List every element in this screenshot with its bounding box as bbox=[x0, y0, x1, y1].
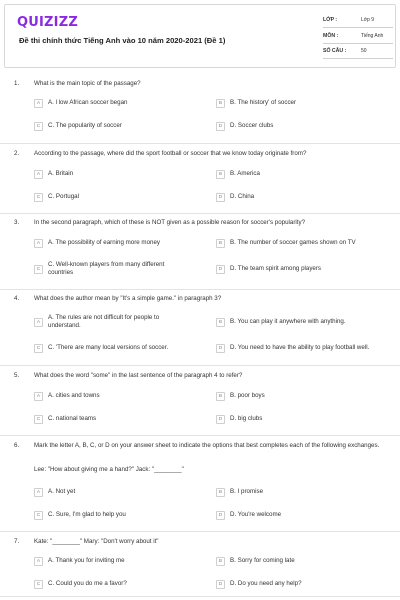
option-letter-box: D bbox=[216, 344, 225, 353]
option-d[interactable] bbox=[216, 580, 302, 589]
option-text: D. big clubs bbox=[230, 415, 263, 423]
question-number: 1. bbox=[14, 80, 20, 87]
option-a[interactable] bbox=[34, 557, 125, 566]
question-divider bbox=[0, 143, 400, 144]
option-d[interactable] bbox=[216, 193, 254, 202]
option-letter-box: D bbox=[216, 265, 225, 274]
subject-value: Tiếng Anh bbox=[361, 33, 384, 39]
question-number: 2. bbox=[14, 150, 20, 157]
option-a[interactable] bbox=[34, 488, 75, 497]
option-text: D. You're welcome bbox=[230, 511, 282, 519]
option-text: A. Not yet bbox=[48, 488, 76, 496]
option-text: B. The number of soccer games shown on TV bbox=[230, 239, 356, 247]
question-text: What does the word "some" in the last sentence of the paragraph 4 to refer? bbox=[34, 372, 243, 379]
option-text: A. The possibility of earning more money bbox=[48, 239, 161, 247]
worksheet-header bbox=[4, 4, 396, 68]
question-text: Kate: "________" Mary: "Don't worry about it" bbox=[34, 538, 159, 545]
worksheet-title: Đề thi chính thức Tiếng Anh vào 10 năm 2020-2021 (Đề 1) bbox=[19, 36, 226, 45]
option-letter-box: B bbox=[216, 170, 225, 179]
option-letter-box: C bbox=[34, 511, 43, 520]
option-b[interactable] bbox=[216, 170, 260, 179]
option-letter-box: B bbox=[216, 99, 225, 108]
option-a[interactable] bbox=[34, 239, 160, 248]
option-d[interactable] bbox=[216, 344, 369, 353]
subject-underline bbox=[323, 43, 393, 44]
option-text: C. The popularity of soccer bbox=[48, 122, 122, 130]
question-number: 3. bbox=[14, 219, 20, 226]
question-text: What is the main topic of the passage? bbox=[34, 80, 141, 87]
option-a[interactable] bbox=[34, 314, 188, 331]
question-number: 4. bbox=[14, 295, 20, 302]
page-bottom-divider bbox=[0, 596, 400, 597]
option-text: B. America bbox=[230, 170, 260, 178]
option-text: D. Soccer clubs bbox=[230, 122, 274, 130]
option-letter-box: C bbox=[34, 344, 43, 353]
question-divider bbox=[0, 365, 400, 366]
option-a[interactable] bbox=[34, 392, 100, 401]
option-text: A. l low African soccer began bbox=[48, 99, 128, 107]
option-letter-box: C bbox=[34, 193, 43, 202]
option-letter-box: B bbox=[216, 318, 225, 327]
option-letter-box: C bbox=[34, 415, 43, 424]
question-divider bbox=[0, 435, 400, 436]
question-count-value: 50 bbox=[361, 48, 367, 54]
option-text: C. 'There are many local versions of soccer. bbox=[48, 344, 169, 352]
option-letter-box: B bbox=[216, 488, 225, 497]
option-letter-box: D bbox=[216, 511, 225, 520]
option-c[interactable] bbox=[34, 344, 168, 353]
option-text: D. China bbox=[230, 193, 255, 201]
grade-label: LỚP : bbox=[323, 17, 338, 23]
option-b[interactable] bbox=[216, 99, 296, 108]
option-text: A. The rules are not difficult for people to understand. bbox=[48, 314, 160, 330]
option-c[interactable] bbox=[34, 122, 122, 131]
option-text: C. Sure, I'm glad to help you bbox=[48, 511, 126, 519]
option-text: D. Do you need any help? bbox=[230, 580, 302, 588]
question-divider bbox=[0, 213, 400, 214]
option-letter-box: C bbox=[34, 265, 43, 274]
question-count-label: SỐ CÂU : bbox=[323, 48, 347, 54]
option-letter-box: A bbox=[34, 392, 43, 401]
option-d[interactable] bbox=[216, 265, 321, 274]
count-underline bbox=[323, 58, 393, 59]
option-letter-box: D bbox=[216, 580, 225, 589]
quizizz-logo: QUIZIZZ bbox=[17, 15, 78, 30]
option-text: C. Could you do me a favor? bbox=[48, 580, 127, 588]
question-text: What does the author mean by "It's a simple game." in paragraph 3? bbox=[34, 295, 222, 302]
option-text: B. You can play it anywhere with anything. bbox=[230, 318, 346, 326]
option-text: B. poor boys bbox=[230, 392, 265, 400]
option-b[interactable] bbox=[216, 318, 346, 327]
option-text: C. national teams bbox=[48, 415, 97, 423]
option-b[interactable] bbox=[216, 392, 265, 401]
grade-value: Lớp 9 bbox=[361, 17, 375, 23]
option-text: A. Britain bbox=[48, 170, 74, 178]
option-letter-box: D bbox=[216, 415, 225, 424]
question-text: Mark the letter A, B, C, or D on your answer sheet to indicate the options that best completes each of the following exchanges. bbox=[34, 442, 380, 449]
question-divider bbox=[0, 531, 400, 532]
option-d[interactable] bbox=[216, 122, 273, 131]
option-letter-box: A bbox=[34, 557, 43, 566]
option-c[interactable] bbox=[34, 193, 79, 202]
dialogue-prompt: Lee: "How about giving me a hand?" Jack: "________" bbox=[34, 466, 184, 473]
option-b[interactable] bbox=[216, 488, 263, 497]
option-d[interactable] bbox=[216, 511, 281, 520]
option-text: A. Thank you for inviting me bbox=[48, 557, 125, 565]
option-text: B. I promise bbox=[230, 488, 264, 496]
option-text: A. cities and towns bbox=[48, 392, 100, 400]
option-a[interactable] bbox=[34, 170, 73, 179]
option-text: D. You need to have the ability to play football well. bbox=[230, 344, 370, 352]
option-letter-box: C bbox=[34, 580, 43, 589]
option-letter-box: B bbox=[216, 392, 225, 401]
option-letter-box: B bbox=[216, 239, 225, 248]
question-number: 7. bbox=[14, 538, 20, 545]
option-letter-box: C bbox=[34, 122, 43, 131]
option-letter-box: D bbox=[216, 193, 225, 202]
option-letter-box: A bbox=[34, 99, 43, 108]
option-c[interactable] bbox=[34, 261, 188, 278]
option-letter-box: A bbox=[34, 488, 43, 497]
option-letter-box: A bbox=[34, 239, 43, 248]
question-divider bbox=[0, 289, 400, 290]
option-text: D. The team spirit among players bbox=[230, 265, 322, 273]
question-text: According to the passage, where did the sport football or soccer that we know today originate from? bbox=[34, 150, 307, 157]
question-text: In the second paragraph, which of these is NOT given as a possible reason for soccer's popularity? bbox=[34, 219, 306, 226]
option-text: C. Portugal bbox=[48, 193, 79, 201]
option-b[interactable] bbox=[216, 557, 295, 566]
option-text: C. Well-known players from many different countries bbox=[48, 261, 165, 277]
option-letter-box: A bbox=[34, 170, 43, 179]
option-b[interactable] bbox=[216, 239, 356, 248]
option-c[interactable] bbox=[34, 511, 126, 520]
subject-label: MÔN : bbox=[323, 33, 339, 39]
grade-underline bbox=[323, 27, 393, 28]
question-number: 5. bbox=[14, 372, 20, 379]
option-text: B. The history' of soccer bbox=[230, 99, 297, 107]
option-letter-box: A bbox=[34, 318, 43, 327]
option-a[interactable] bbox=[34, 99, 127, 108]
option-c[interactable] bbox=[34, 580, 127, 589]
option-letter-box: D bbox=[216, 122, 225, 131]
option-d[interactable] bbox=[216, 415, 262, 424]
option-letter-box: B bbox=[216, 557, 225, 566]
option-c[interactable] bbox=[34, 415, 96, 424]
question-number: 6. bbox=[14, 442, 20, 449]
option-text: B. Sorry for coming late bbox=[230, 557, 295, 565]
